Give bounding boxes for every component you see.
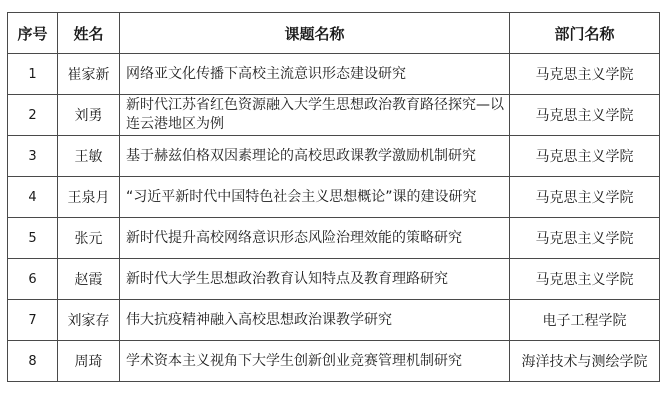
table-row: [8, 136, 660, 177]
row-dept: 马克思主义学院: [510, 218, 660, 259]
table-row: [8, 259, 660, 300]
row-title: 新时代江苏省红色资源融入大学生思想政治教育路径探究—以连云港地区为例: [120, 95, 510, 136]
row-name: 周琦: [58, 341, 120, 382]
row-title: 网络亚文化传播下高校主流意识形态建设研究: [120, 54, 510, 95]
row-dept: 马克思主义学院: [510, 136, 660, 177]
row-no: 7: [8, 300, 58, 341]
row-name: 王泉月: [58, 177, 120, 218]
row-no: 8: [8, 341, 58, 382]
row-name: 张元: [58, 218, 120, 259]
row-name: 王敏: [58, 136, 120, 177]
table-row: [8, 95, 660, 136]
table-row: [8, 54, 660, 95]
row-title: 新时代提升高校网络意识形态风险治理效能的策略研究: [120, 218, 510, 259]
table-row: [8, 300, 660, 341]
row-title: “习近平新时代中国特色社会主义思想概论”课的建设研究: [120, 177, 510, 218]
table-row: [8, 218, 660, 259]
row-dept: 海洋技术与测绘学院: [510, 341, 660, 382]
row-dept: 马克思主义学院: [510, 95, 660, 136]
table-row: [8, 177, 660, 218]
header-dept: 部门名称: [510, 13, 660, 54]
header-name: 姓名: [58, 13, 120, 54]
row-dept: 马克思主义学院: [510, 54, 660, 95]
table-row: [8, 341, 660, 382]
row-title: 新时代大学生思想政治教育认知特点及教育理路研究: [120, 259, 510, 300]
row-name: 赵霞: [58, 259, 120, 300]
row-dept: 电子工程学院: [510, 300, 660, 341]
header-no: 序号: [8, 13, 58, 54]
row-no: 6: [8, 259, 58, 300]
project-table: [7, 12, 660, 382]
row-no: 1: [8, 54, 58, 95]
row-title: 伟大抗疫精神融入高校思想政治课教学研究: [120, 300, 510, 341]
row-name: 刘家存: [58, 300, 120, 341]
row-no: 3: [8, 136, 58, 177]
row-name: 刘勇: [58, 95, 120, 136]
row-title: 学术资本主义视角下大学生创新创业竞赛管理机制研究: [120, 341, 510, 382]
row-dept: 马克思主义学院: [510, 177, 660, 218]
row-dept: 马克思主义学院: [510, 259, 660, 300]
row-no: 4: [8, 177, 58, 218]
row-name: 崔家新: [58, 54, 120, 95]
row-no: 5: [8, 218, 58, 259]
row-no: 2: [8, 95, 58, 136]
header-title: 课题名称: [120, 13, 510, 54]
header-row: [8, 13, 660, 54]
row-title: 基于赫兹伯格双因素理论的高校思政课教学激励机制研究: [120, 136, 510, 177]
